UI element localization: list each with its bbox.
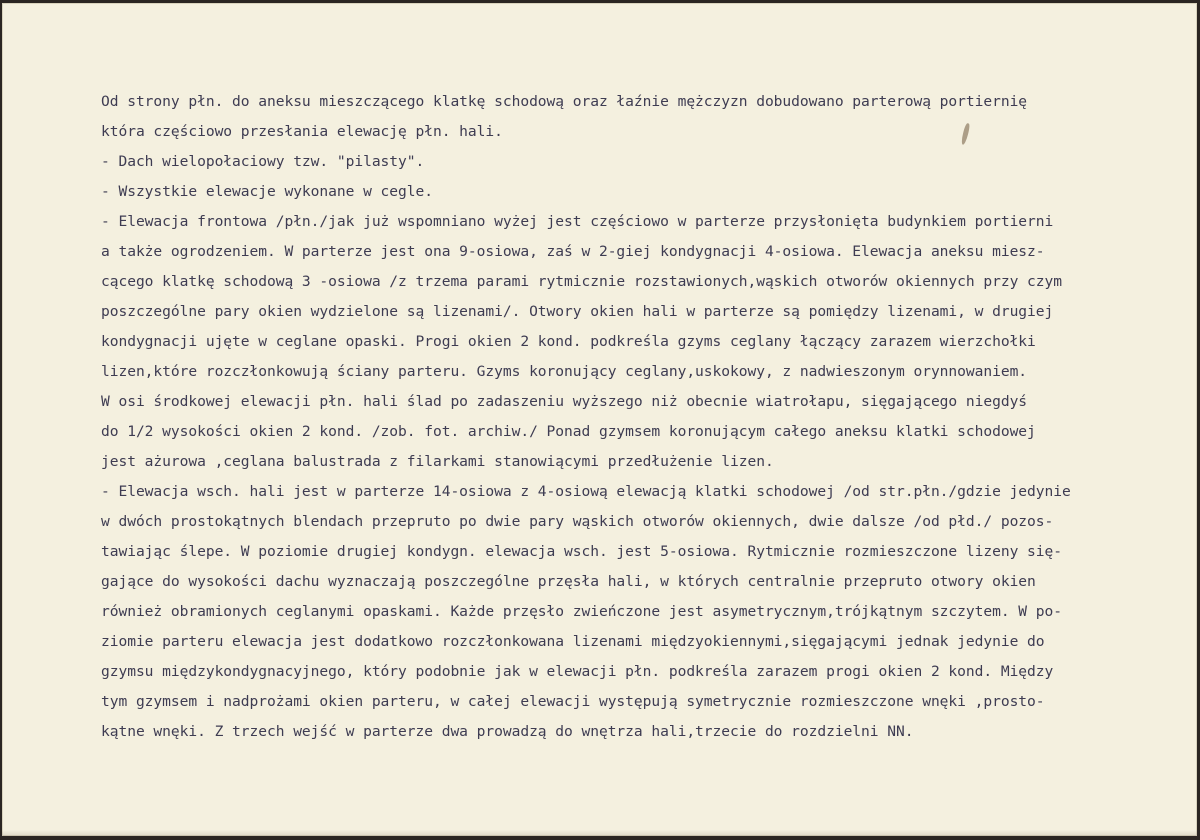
text-line: lizen,które rozczłonkowują ściany parteru. Gzyms koronujący ceglany,uskokowy, z nadwieszonym orynnowaniem. <box>101 363 1028 380</box>
text-line: W osi środkowej elewacji płn. hali ślad po zadaszeniu wyższego niż obecnie wiatrołapu, sięgającego niegdyś <box>101 393 1028 410</box>
page-edge-shadow <box>2 830 1197 836</box>
document-page <box>2 3 1197 836</box>
text-line: w dwóch prostokątnych blendach przepruto po dwie pary wąskich otworów okiennych, dwie dalsze /od płd./ pozos- <box>101 513 1054 530</box>
text-line: kondygnacji ujęte w ceglane opaski. Progi okien 2 kond. podkreśla gzyms ceglany łączący zarazem wierzchołki <box>101 333 1036 350</box>
typewritten-text-block <box>101 87 1195 747</box>
text-line: - Elewacja wsch. hali jest w parterze 14-osiowa z 4-osiową elewacją klatki schodowej /od str.płn./gdzie jedynie <box>101 483 1071 500</box>
text-line: gające do wysokości dachu wyznaczają poszczególne przęsła hali, w których centralnie przepruto otwory okien <box>101 573 1036 590</box>
text-line: poszczególne pary okien wydzielone są lizenami/. Otwory okien hali w parterze są pomiędzy lizenami, w drugiej <box>101 303 1054 320</box>
text-line: do 1/2 wysokości okien 2 kond. /zob. fot. archiw./ Ponad gzymsem koronującym całego aneksu klatki schodowej <box>101 423 1036 440</box>
text-line: również obramionych ceglanymi opaskami. Każde przęsło zwieńczone jest asymetrycznym,trójkątnym szczytem. W po- <box>101 603 1062 620</box>
text-line: - Dach wielopołaciowy tzw. "pilasty". <box>101 153 425 170</box>
text-line: cącego klatkę schodową 3 -osiowa /z trzema parami rytmicznie rozstawionych,wąskich otworów okiennych przy czym <box>101 273 1062 290</box>
text-line: - Elewacja frontowa /płn./jak już wspomniano wyżej jest częściowo w parterze przysłonięta budynkiem portierni <box>101 213 1054 230</box>
text-line: ziomie parteru elewacja jest dodatkowo rozczłonkowana lizenami międzyokiennymi,sięgającymi jednak jedynie do <box>101 633 1045 650</box>
text-line: - Wszystkie elewacje wykonane w cegle. <box>101 183 433 200</box>
text-line: tym gzymsem i nadprożami okien parteru, w całej elewacji występują symetrycznie rozmieszczone wnęki ,prosto- <box>101 693 1045 710</box>
text-line: a także ogrodzeniem. W parterze jest ona 9-osiowa, zaś w 2-giej kondygnacji 4-osiowa. Elewacja aneksu miesz- <box>101 243 1045 260</box>
text-line: Od strony płn. do aneksu mieszczącego klatkę schodową oraz łaźnie mężczyzn dobudowano parterową portiernię <box>101 93 1028 110</box>
text-line: gzymsu międzykondygnacyjnego, który podobnie jak w elewacji płn. podkreśla zarazem progi okien 2 kond. Między <box>101 663 1054 680</box>
text-line: kątne wnęki. Z trzech wejść w parterze dwa prowadzą do wnętrza hali,trzecie do rozdzielni NN. <box>101 723 914 740</box>
text-line: tawiając ślepe. W poziomie drugiej kondygn. elewacja wsch. jest 5-osiowa. Rytmicznie rozmieszczone lizeny się- <box>101 543 1062 560</box>
text-line: która częściowo przesłania elewację płn. hali. <box>101 123 503 140</box>
text-line: jest ażurowa ,ceglana balustrada z filarkami stanowiącymi przedłużenie lizen. <box>101 453 774 470</box>
